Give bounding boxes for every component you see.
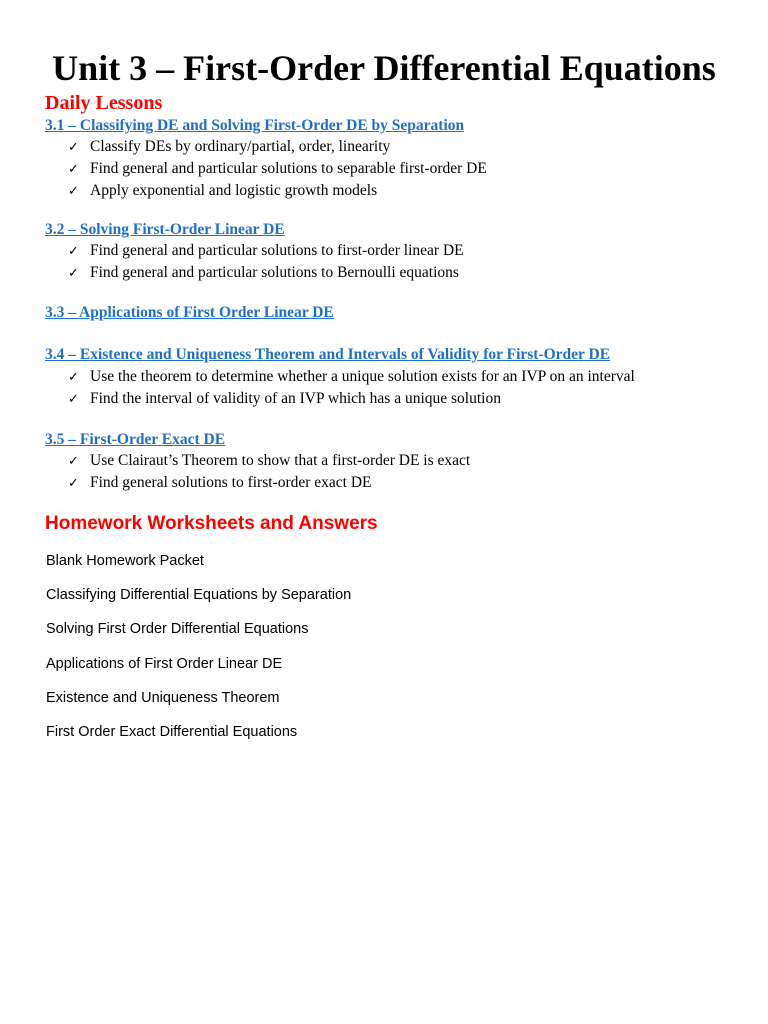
check-mark-icon: ✓ <box>68 162 79 177</box>
lesson-3-3-link[interactable]: 3.3 – Applications of First Order Linear DE <box>45 304 334 321</box>
lesson-3-1-link[interactable]: 3.1 – Classifying DE and Solving First-Order DE by Separation <box>45 117 465 134</box>
lesson-3-1-objectives <box>68 136 487 202</box>
objective-item <box>68 180 487 202</box>
check-mark-icon: ✓ <box>68 266 79 281</box>
lesson-3-2-objectives <box>68 240 464 284</box>
daily-lessons-heading: Daily Lessons <box>45 92 163 114</box>
objective-text: Use the theorem to determine whether a unique solution exists for an IVP on an interval <box>90 368 635 385</box>
objective-item <box>68 240 464 262</box>
homework-heading: Homework Worksheets and Answers <box>45 513 378 534</box>
objective-item <box>68 450 470 472</box>
lesson-3-5-objectives <box>68 450 470 494</box>
lesson-3-4-link[interactable]: 3.4 – Existence and Uniqueness Theorem and Intervals of Validity for First-Order DE <box>45 346 611 363</box>
check-mark-icon: ✓ <box>68 476 79 491</box>
homework-item-solving[interactable]: Solving First Order Differential Equations <box>46 621 309 638</box>
objective-text: Classify DEs by ordinary/partial, order, linearity <box>90 138 391 155</box>
homework-list <box>46 551 351 756</box>
objective-item <box>68 158 487 180</box>
objective-item <box>68 388 635 410</box>
homework-item-classifying[interactable]: Classifying Differential Equations by Separation <box>46 587 352 604</box>
check-mark-icon: ✓ <box>68 370 79 385</box>
objective-item <box>68 262 464 284</box>
check-mark-icon: ✓ <box>68 244 79 259</box>
lesson-3-5-link[interactable]: 3.5 – First-Order Exact DE <box>45 431 226 448</box>
lesson-3-4-objectives <box>68 366 635 410</box>
homework-item-exact[interactable]: First Order Exact Differential Equations <box>46 723 298 740</box>
check-mark-icon: ✓ <box>68 454 79 469</box>
check-mark-icon: ✓ <box>68 184 79 199</box>
objective-text: Find general and particular solutions to first-order linear DE <box>90 242 464 259</box>
objective-item <box>68 366 635 388</box>
objective-item <box>68 472 470 494</box>
homework-item-applications[interactable]: Applications of First Order Linear DE <box>46 655 283 672</box>
objective-text: Find the interval of validity of an IVP which has a unique solution <box>90 390 501 407</box>
check-mark-icon: ✓ <box>68 140 79 155</box>
lesson-3-2-link[interactable]: 3.2 – Solving First-Order Linear DE <box>45 221 285 238</box>
page-title: Unit 3 – First-Order Differential Equations <box>52 48 716 88</box>
objective-text: Find general and particular solutions to Bernoulli equations <box>90 264 459 281</box>
objective-text: Find general solutions to first-order exact DE <box>90 474 372 491</box>
objective-item <box>68 136 487 158</box>
objective-text: Apply exponential and logistic growth models <box>90 182 378 199</box>
objective-text: Find general and particular solutions to separable first-order DE <box>90 160 487 177</box>
homework-item-existence[interactable]: Existence and Uniqueness Theorem <box>46 689 280 706</box>
check-mark-icon: ✓ <box>68 392 79 407</box>
objective-text: Use Clairaut’s Theorem to show that a first-order DE is exact <box>90 452 471 469</box>
homework-item-blank-packet[interactable]: Blank Homework Packet <box>46 553 204 569</box>
